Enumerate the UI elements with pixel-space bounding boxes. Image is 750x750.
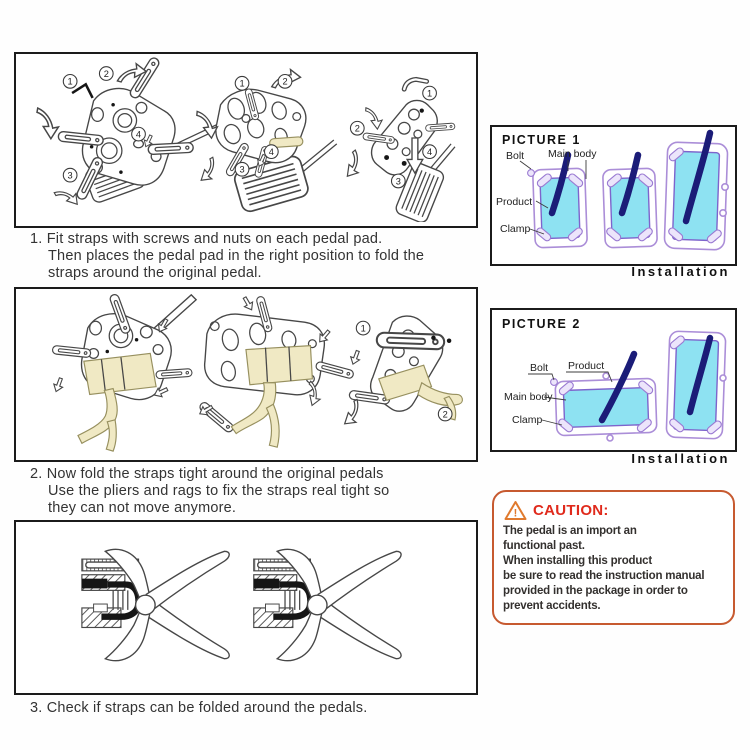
label-bolt: Bolt xyxy=(506,150,525,162)
label-main-body: Main body xyxy=(548,148,597,160)
svg-text:4: 4 xyxy=(135,129,142,140)
diagram-fold-straps-2 xyxy=(197,295,354,447)
caption-line: 2. Now fold the straps tight around the original pedals xyxy=(30,466,384,482)
svg-text:3: 3 xyxy=(239,164,245,175)
step1-caption xyxy=(30,231,470,282)
pedal-pad-small-2 xyxy=(603,155,658,248)
badge-3 xyxy=(63,168,77,182)
step3-diagram-svg xyxy=(16,522,472,689)
badge-4 xyxy=(423,145,437,159)
svg-text:2: 2 xyxy=(442,409,448,420)
label-main-body: Main body xyxy=(504,391,553,403)
step1-diagram-svg xyxy=(16,54,472,222)
step2-diagram-panel xyxy=(14,287,478,462)
svg-text:1: 1 xyxy=(427,88,433,99)
badge-2 xyxy=(99,67,113,81)
caution-title: CAUTION: xyxy=(533,502,609,519)
svg-text:4: 4 xyxy=(268,146,274,157)
svg-text:2: 2 xyxy=(103,68,109,79)
picture2-svg xyxy=(492,310,731,446)
caption-line: 3. Check if straps can be folded around the pedals. xyxy=(30,700,368,716)
diagram-accelerator-pad-exploded xyxy=(338,79,455,222)
badge-4 xyxy=(132,127,146,141)
step2-diagram-svg xyxy=(16,289,472,456)
caution-line: provided in the package in order to xyxy=(503,585,688,597)
svg-text:2: 2 xyxy=(282,76,288,87)
diagram-clutch-pad-exploded xyxy=(194,66,337,213)
badge-2 xyxy=(350,121,364,135)
label-clamp: Clamp xyxy=(500,223,531,235)
caption-line: they can not move anymore. xyxy=(48,500,237,516)
label-product: Product xyxy=(496,196,533,208)
badge-3 xyxy=(391,174,405,188)
step1-diagram-panel xyxy=(14,52,478,228)
step3-caption xyxy=(30,700,470,717)
picture2-box xyxy=(490,308,737,452)
badge-1 xyxy=(356,321,370,335)
svg-text:3: 3 xyxy=(67,170,73,181)
installation-label-2: Installation xyxy=(631,451,730,466)
caution-line: prevent accidents. xyxy=(503,600,601,612)
svg-text:4: 4 xyxy=(427,146,433,157)
badge-2 xyxy=(438,407,452,421)
caution-header xyxy=(504,500,725,521)
picture1-title: PICTURE 1 xyxy=(502,133,581,147)
svg-text:2: 2 xyxy=(354,123,360,134)
diagram-fold-straps-1 xyxy=(52,293,196,451)
label-product: Product xyxy=(568,360,605,372)
caution-line: functional past. xyxy=(503,540,585,552)
picture1-box xyxy=(490,125,737,266)
label-clamp: Clamp xyxy=(512,414,543,426)
caption-line: 1. Fit straps with screws and nuts on each pedal pad. xyxy=(30,231,383,247)
svg-text:1: 1 xyxy=(239,78,245,89)
badge-3 xyxy=(235,162,249,176)
label-bolt: Bolt xyxy=(530,362,549,374)
caption-line: Then places the pedal pad in the right position to fold the xyxy=(48,248,425,264)
diagram-pliers-check-2 xyxy=(254,549,401,660)
warning-triangle-icon xyxy=(504,500,527,521)
svg-text:1: 1 xyxy=(67,76,73,87)
badge-1 xyxy=(423,86,437,100)
svg-text:1: 1 xyxy=(360,323,366,334)
badge-1 xyxy=(63,75,77,89)
badge-1 xyxy=(235,76,249,90)
caption-line: straps around the original pedal. xyxy=(48,265,262,281)
svg-text:!: ! xyxy=(513,507,518,520)
caution-box xyxy=(492,490,735,625)
step3-diagram-panel xyxy=(14,520,478,695)
picture2-title: PICTURE 2 xyxy=(502,317,581,331)
caution-line: When installing this product xyxy=(503,555,653,567)
picture1-svg xyxy=(492,127,731,260)
badge-2 xyxy=(278,75,292,89)
caution-line: The pedal is an import an xyxy=(503,525,637,537)
bolt xyxy=(528,170,535,177)
caption-line: Use the pliers and rags to fix the straps real tight so xyxy=(48,483,390,499)
svg-text:3: 3 xyxy=(395,176,401,187)
diagram-fold-straps-3 xyxy=(337,316,462,428)
step2-caption xyxy=(30,466,470,517)
badge-4 xyxy=(265,145,279,159)
caution-line: be sure to read the instruction manual xyxy=(503,570,705,582)
diagram-pliers-check-1 xyxy=(82,549,229,660)
pedal-pad-tall-2 xyxy=(666,331,726,439)
pedal-pad-tall xyxy=(664,133,728,250)
installation-label-1: Installation xyxy=(631,264,730,279)
